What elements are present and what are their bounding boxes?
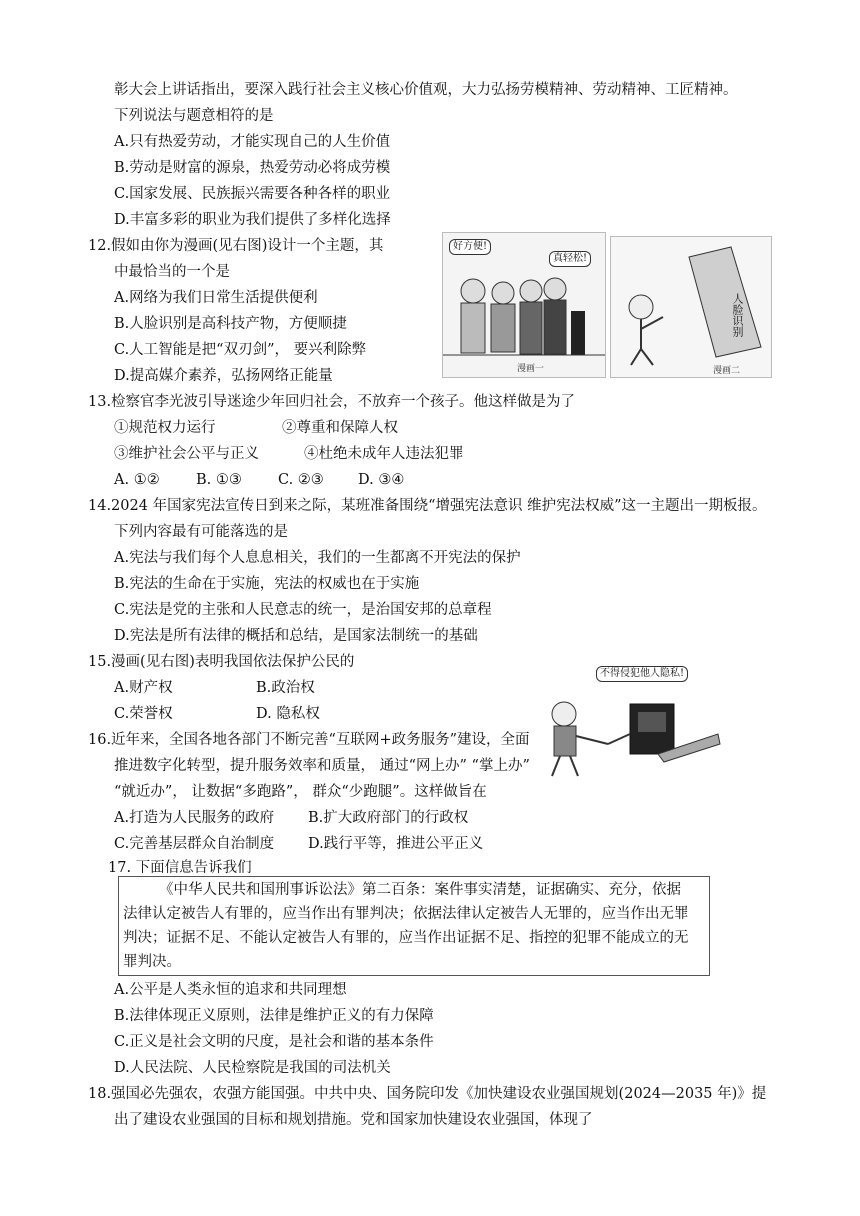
- q15-option-c: C.荣誉权: [114, 706, 173, 722]
- q16-option-b: B.扩大政府部门的行政权: [308, 810, 469, 826]
- q17-quote-line4: 罪判决。: [123, 954, 181, 970]
- q13-stem: 13.检察官李光波引导迷途少年回归社会，不放弃一个孩子。他这样做是为了: [88, 394, 576, 410]
- q15-option-b: B.政治权: [256, 680, 315, 696]
- q16-option-d: D.践行平等，推进公平正义: [308, 836, 484, 852]
- q17-option-a: A.公平是人类永恒的追求和共同理想: [114, 982, 347, 998]
- q11-option-b: B.劳动是财富的源泉，热爱劳动必将成劳模: [114, 160, 391, 176]
- q17-quote-line3: 判决；证据不足、不能认定被告人有罪的，应当作出证据不足、指控的犯罪不能成立的无: [123, 930, 689, 946]
- cartoon-privacy-image: [538, 664, 724, 780]
- cartoon-one-bubble-a: 好方便!: [449, 239, 491, 255]
- q18-stem-line1: 18.强国必先强农，农强方能国强。中共中央、国务院印发《加快建设农业强国规划(2024—2035 年)》提: [88, 1086, 767, 1102]
- q14-stem-line2: 下列内容最有可能落选的是: [114, 524, 288, 540]
- q11-stem-line2: 下列说法与题意相符的是: [114, 108, 274, 124]
- q17-option-b: B.法律体现正义原则，法律是维护正义的有力保障: [114, 1008, 434, 1024]
- q11-stem-line1: 彰大会上讲话指出，要深入践行社会主义核心价值观，大力弘扬劳模精神、劳动精神、工匠精神。: [114, 82, 738, 98]
- q14-option-a: A.宪法与我们每个人息息相关，我们的一生都离不开宪法的保护: [114, 550, 521, 566]
- q14-option-d: D.宪法是所有法律的概括和总结，是国家法制统一的基础: [114, 628, 478, 644]
- cartoon-one-caption: 漫画一: [517, 364, 545, 374]
- cartoon-two-image: [610, 236, 772, 378]
- q12-stem-line1: 12.假如由你为漫画(见右图)设计一个主题，其: [88, 238, 384, 254]
- q11-option-a: A.只有热爱劳动，才能实现自己的人生价值: [114, 134, 391, 150]
- q17-quote-box: [118, 876, 710, 976]
- q17-stem: 17. 下面信息告诉我们: [108, 860, 252, 876]
- q16-option-a: A.打造为人民服务的政府: [114, 810, 275, 826]
- q15-option-d: D. 隐私权: [256, 706, 320, 722]
- q13-item-3: ③维护社会公平与正义: [114, 446, 259, 462]
- q13-choice-c: C. ②③: [278, 472, 324, 488]
- cartoon-privacy-bubble: 不得侵犯他人隐私!: [596, 666, 688, 682]
- q17-quote-line2: 法律认定被告人有罪的，应当作出有罪判决；依据法律认定被告人无罪的，应当作出无罪: [123, 906, 689, 922]
- q14-option-b: B.宪法的生命在于实施，宪法的权威也在于实施: [114, 576, 420, 592]
- q16-option-c: C.完善基层群众自治制度: [114, 836, 275, 852]
- q11-option-d: D.丰富多彩的职业为我们提供了多样化选择: [114, 212, 391, 228]
- q13-choice-a: A. ①②: [114, 472, 160, 488]
- q12-option-d: D.提高媒介素养，弘扬网络正能量: [114, 368, 333, 384]
- q13-choice-d: D. ③④: [358, 472, 405, 488]
- q13-item-4: ④杜绝未成年人违法犯罪: [304, 446, 464, 462]
- q14-stem-line1: 14.2024 年国家宪法宣传日到来之际，某班准备围绕“增强宪法意识 维护宪法权威”这一主题出一期板报。: [88, 498, 767, 514]
- q11-option-c: C.国家发展、民族振兴需要各种各样的职业: [114, 186, 391, 202]
- q13-item-2: ②尊重和保障人权: [282, 420, 398, 436]
- q16-stem-line3: “就近办”， 让数据“多跑路”， 群众“少跑腿”。这样做旨在: [114, 784, 487, 800]
- q15-stem: 15.漫画(见右图)表明我国依法保护公民的: [88, 654, 355, 670]
- cartoon-one-bubble-b: 真轻松!: [549, 251, 591, 267]
- cartoon-two-drawing: [611, 237, 771, 377]
- cartoon-two-caption: 漫画二: [713, 366, 741, 376]
- q16-stem-line1: 16.近年来，全国各地各部门不断完善“互联网+政务服务”建设，全面: [88, 732, 530, 748]
- q13-item-1: ①规范权力运行: [114, 420, 216, 436]
- q17-option-d: D.人民法院、人民检察院是我国的司法机关: [114, 1060, 391, 1076]
- q13-choice-b: B. ①③: [196, 472, 242, 488]
- q12-option-b: B.人脸识别是高科技产物，方便顺捷: [114, 316, 347, 332]
- cartoon-two-sign: 人脸识别: [731, 293, 744, 337]
- q16-stem-line2: 推进数字化转型，提升服务效率和质量， 通过“网上办” “掌上办”: [114, 758, 530, 774]
- q15-option-a: A.财产权: [114, 680, 173, 696]
- q12-option-c: C.人工智能是把“双刃剑”， 要兴利除弊: [114, 342, 367, 358]
- cartoon-one-image: [442, 232, 606, 378]
- q18-stem-line2: 出了建设农业强国的目标和规划措施。党和国家加快建设农业强国，体现了: [114, 1112, 593, 1128]
- q12-stem-line2: 中最恰当的一个是: [114, 264, 230, 280]
- q17-quote-line1: 《中华人民共和国刑事诉讼法》第二百条：案件事实清楚，证据确实、充分，依据: [159, 882, 681, 898]
- q17-option-c: C.正义是社会文明的尺度，是社会和谐的基本条件: [114, 1034, 434, 1050]
- q14-option-c: C.宪法是党的主张和人民意志的统一，是治国安邦的总章程: [114, 602, 492, 618]
- q12-option-a: A.网络为我们日常生活提供便利: [114, 290, 318, 306]
